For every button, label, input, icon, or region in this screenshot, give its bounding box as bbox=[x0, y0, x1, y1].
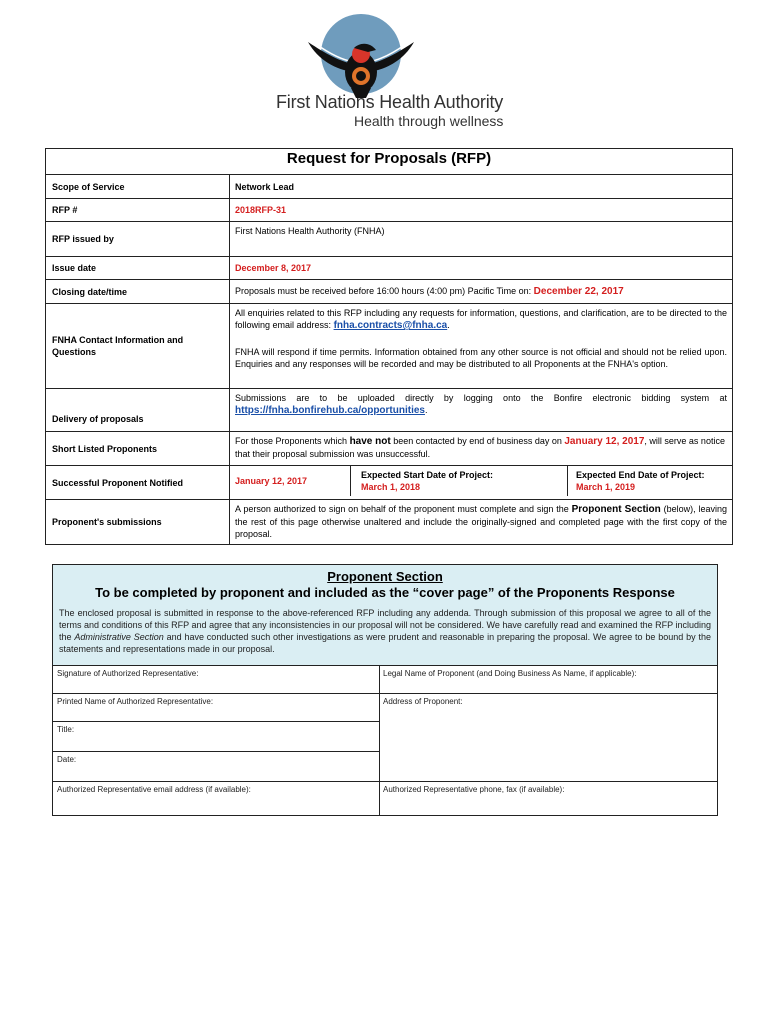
email-label: Authorized Representative email address (if available): bbox=[57, 785, 251, 794]
start-label: Expected Start Date of Project: bbox=[361, 470, 494, 480]
issued-by-label: RFP issued by bbox=[46, 222, 230, 257]
notified-date: January 12, 2017 bbox=[235, 476, 308, 486]
delivery-label: Delivery of proposals bbox=[46, 389, 230, 432]
signature-field[interactable] bbox=[53, 665, 379, 693]
submissions-text-a: A person authorized to sign on behalf of the proponent must complete and sign the bbox=[235, 504, 569, 514]
end-date: March 1, 2019 bbox=[576, 482, 636, 492]
email-field[interactable] bbox=[53, 781, 379, 815]
org-tagline: Health through wellness bbox=[354, 113, 504, 129]
signature-label: Signature of Authorized Representative: bbox=[57, 669, 199, 678]
proponent-section bbox=[52, 564, 718, 816]
submissions-bold: Proponent Section bbox=[571, 504, 661, 515]
shortlist-value bbox=[230, 432, 733, 466]
printed-name-label: Printed Name of Authorized Representative: bbox=[57, 697, 214, 706]
proponent-body bbox=[59, 607, 711, 655]
rfp-table bbox=[45, 148, 733, 545]
start-date-cell bbox=[351, 466, 568, 496]
end-date-cell bbox=[568, 466, 733, 496]
contact-text-1: All enquiries related to this RFP including any requests for information, questions, and clarification, are to be directed to the following email address: bbox=[235, 308, 727, 330]
delivery-text: Submissions are to be uploaded directly by logging onto the Bonfire electronic bidding system at bbox=[235, 393, 727, 403]
bonfire-link[interactable]: https://fnha.bonfirehub.ca/opportunities bbox=[235, 405, 425, 416]
issued-by-value: First Nations Health Authority (FNHA) bbox=[230, 222, 733, 257]
closing-date: December 22, 2017 bbox=[533, 286, 624, 297]
closing-text: Proposals must be received before 16:00 hours (4:00 pm) Pacific Time on: bbox=[235, 286, 532, 296]
notified-label: Successful Proponent Notified bbox=[46, 466, 230, 500]
rfp-number-label: RFP # bbox=[46, 199, 230, 222]
submissions-text-b: (below), leaving the rest of this page otherwise unaltered and include the originally-signed and completed page with the first copy of the proposal. bbox=[235, 504, 727, 539]
shortlist-bold: have not bbox=[349, 436, 391, 447]
shortlist-text-b: been contacted by end of business day on bbox=[393, 436, 562, 446]
shortlist-text-c: , will serve as notice that their proposal submission was unsuccessful. bbox=[235, 436, 725, 459]
rfp-title: Request for Proposals (RFP) bbox=[46, 149, 733, 175]
end-label: Expected End Date of Project: bbox=[576, 470, 705, 480]
date-field[interactable] bbox=[53, 751, 379, 781]
start-date: March 1, 2018 bbox=[361, 482, 421, 492]
legal-name-field[interactable] bbox=[379, 665, 717, 693]
proponent-body-italic: Administrative Section bbox=[74, 632, 164, 642]
contact-text-2: FNHA will respond if time permits. Information obtained from any other source is not official and should not be relied upon. Enquiries and any responses will be recorded and may be distributed to all Proponents at the FNHA's option. bbox=[235, 347, 727, 369]
phone-fax-field[interactable] bbox=[379, 781, 717, 815]
proponent-body-b: and have conducted such other investigations as were prudent and reasonable in preparing the proposal. We agree to be bound by the statements and representations made in our proposal. bbox=[59, 632, 711, 654]
shortlist-label: Short Listed Proponents bbox=[46, 432, 230, 466]
rfp-number-value: 2018RFP-31 bbox=[230, 199, 733, 222]
contact-value: All enquiries related to this RFP including any requests for information, questions, and clarification, are to be directed to the following email address: fnha.contracts@fnha.ca. FNHA will respond if time permits. Information obtained from any other source is not official and should not be relied upon. Enquiries and any responses will be recorded and may be distributed to all Proponents at the FNHA's option. bbox=[230, 304, 733, 389]
shortlist-date: January 12, 2017 bbox=[564, 436, 645, 447]
proponent-subtitle: To be completed by proponent and included as the “cover page” of the Proponents Response bbox=[95, 585, 675, 600]
submissions-label: Proponent's submissions bbox=[46, 500, 230, 545]
proponent-header bbox=[53, 565, 717, 665]
notified-value bbox=[230, 466, 733, 500]
contact-label: FNHA Contact Information and Questions bbox=[46, 304, 230, 389]
submissions-value bbox=[230, 500, 733, 545]
closing-value bbox=[230, 280, 733, 304]
title-field[interactable] bbox=[53, 721, 379, 751]
issue-date-value: December 8, 2017 bbox=[230, 257, 733, 280]
phone-fax-label: Authorized Representative phone, fax (if available): bbox=[383, 785, 565, 794]
contact-email-link[interactable]: fnha.contracts@fnha.ca bbox=[333, 320, 448, 331]
address-label: Address of Proponent: bbox=[383, 697, 463, 706]
date-label: Date: bbox=[57, 755, 77, 764]
org-name: First Nations Health Authority bbox=[276, 92, 504, 112]
delivery-value: Submissions are to be uploaded directly by logging onto the Bonfire electronic bidding system at https://fnha.bonfirehub.ca/opportunities. bbox=[230, 389, 733, 432]
scope-label: Scope of Service bbox=[46, 175, 230, 199]
scope-value: Network Lead bbox=[230, 175, 733, 199]
title-label: Title: bbox=[57, 725, 75, 734]
proponent-body-a: The enclosed proposal is submitted in response to the above-referenced RFP including any addenda. Through submission of this proposal we agree to all of the terms and conditions of this RFP and agree that any inconsistencies in our proposal will not be considered. We have carefully read and examined the RFP including the bbox=[59, 608, 711, 642]
printed-name-field[interactable] bbox=[53, 693, 379, 721]
issue-date-label: Issue date bbox=[46, 257, 230, 280]
address-field[interactable] bbox=[379, 693, 717, 781]
proponent-title: Proponent Section bbox=[327, 569, 443, 584]
shortlist-text-a: For those Proponents which bbox=[235, 436, 348, 446]
closing-label: Closing date/time bbox=[46, 280, 230, 304]
legal-name-label: Legal Name of Proponent (and Doing Business As Name, if applicable): bbox=[383, 669, 637, 678]
